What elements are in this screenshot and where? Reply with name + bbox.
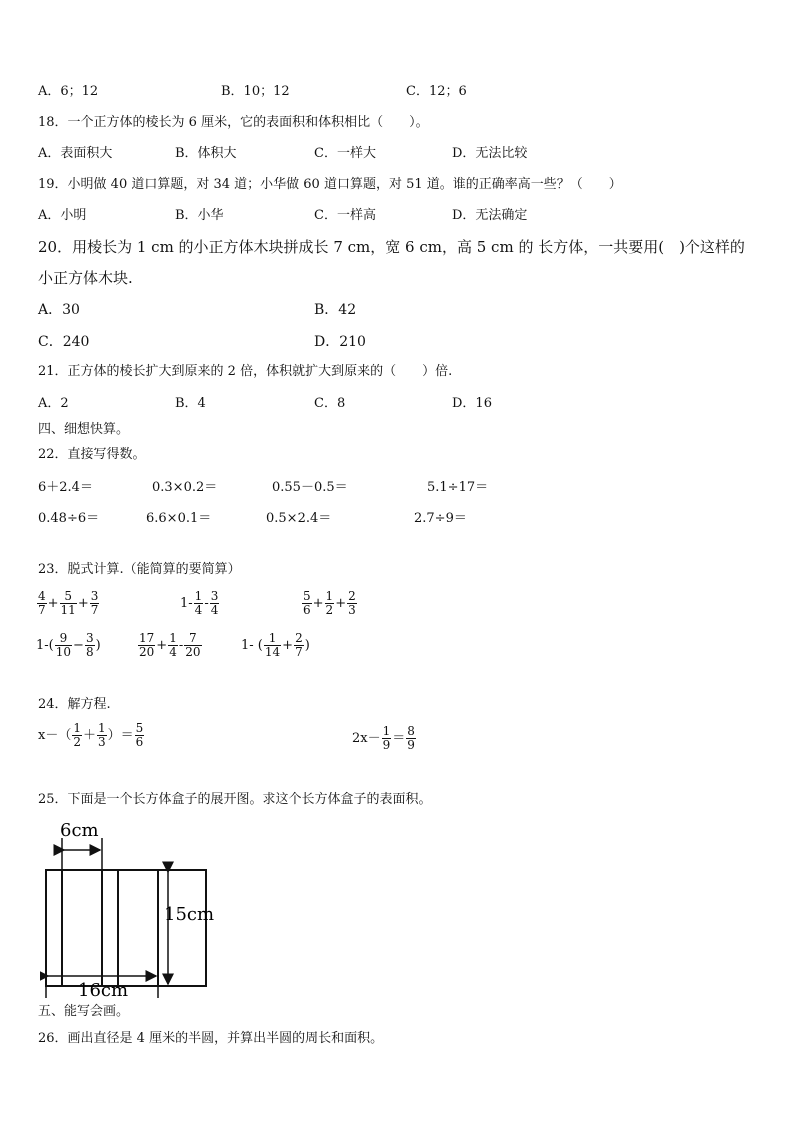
q24-equation-2: 2x－ $\frac{1}{9}$ ＝ $\frac{8}{9}$ [352, 724, 415, 752]
fraction: $\frac{7}{20}$ [185, 631, 201, 659]
q18-option-d: D．无法比较 [452, 146, 528, 161]
q22-item: 6.6×0.1＝ [146, 511, 212, 526]
fraction: $\frac{5}{6}$ [135, 721, 144, 749]
q18-option-a: A．表面积大 [38, 146, 113, 161]
fraction: $\frac{3}{7}$ [90, 589, 99, 617]
q20-stem-line1: 20．用棱长为 1 cm 的小正方体木块拼成长 7 cm，宽 6 cm，高 5 cm 的 长方体，一共要用( )个这样的 [38, 238, 745, 256]
q21-stem: 21．正方体的棱长扩大到原来的 2 倍，体积就扩大到原来的（ ）倍. [38, 364, 453, 379]
q20-option-d: D．210 [314, 334, 366, 350]
q25-stem: 25．下面是一个长方体盒子的展开图。求这个长方体盒子的表面积。 [38, 792, 432, 807]
q20-option-a: A．30 [38, 302, 80, 318]
section-4-heading: 四、细想快算。 [38, 422, 130, 437]
fraction: $\frac{1}{2}$ [325, 589, 334, 617]
q22-item: 0.48÷6＝ [38, 511, 100, 526]
fraction: $\frac{5}{11}$ [60, 589, 76, 617]
q20-option-c: C．240 [38, 334, 90, 350]
label-6cm: 6cm [60, 820, 99, 841]
net-outline [46, 870, 206, 986]
q22-item: 6＋2.4＝ [38, 480, 93, 495]
q17-option-a: A．6；12 [38, 84, 99, 99]
fraction: $\frac{5}{6}$ [303, 589, 311, 617]
fraction: $\frac{17}{20}$ [139, 631, 155, 659]
q23-expression-1: $\frac{4}{7}$ + $\frac{5}{11}$ + $\frac{3}{7}$ [38, 589, 99, 617]
q23-expression-6: 1- ( $\frac{1}{14}$ + $\frac{2}{7}$ ) [241, 631, 310, 659]
fraction: $\frac{3}{8}$ [85, 631, 94, 659]
q19-stem: 19．小明做 40 道口算题，对 34 道；小华做 60 道口算题，对 51 道。谁的正确率高一些？（ ） [38, 177, 622, 192]
q23-expression-3: $\frac{5}{6}$ + $\frac{1}{2}$ + $\frac{2}{3}$ [303, 589, 356, 617]
q17-option-c: C．12；6 [406, 84, 467, 99]
q20-option-b: B．42 [314, 302, 357, 318]
q19-option-b: B．小华 [175, 208, 224, 223]
fraction: $\frac{8}{9}$ [407, 724, 415, 752]
q23-expression-2: 1- $\frac{1}{4}$ - $\frac{3}{4}$ [180, 589, 219, 617]
fraction: $\frac{2}{7}$ [295, 631, 303, 659]
fraction: $\frac{9}{10}$ [55, 631, 72, 659]
fraction: $\frac{1}{9}$ [382, 724, 391, 752]
fraction: $\frac{1}{2}$ [73, 721, 81, 749]
q22-item: 0.5×2.4＝ [266, 511, 332, 526]
fraction: $\frac{1}{3}$ [98, 721, 106, 749]
q21-option-a: A．2 [38, 396, 69, 411]
q22-item: 0.3×0.2＝ [152, 480, 218, 495]
q22-item: 5.1÷17＝ [427, 480, 489, 495]
label-15cm: 15cm [164, 904, 215, 925]
q21-option-c: C．8 [314, 396, 346, 411]
q22-item: 2.7÷9＝ [414, 511, 467, 526]
box-net-diagram [40, 818, 240, 998]
fraction: $\frac{1}{4}$ [194, 589, 203, 617]
q23-expression-4: 1-( $\frac{9}{10}$ − $\frac{3}{8}$ ) [36, 631, 101, 659]
section-5-heading: 五、能写会画。 [38, 1004, 130, 1019]
q19-option-c: C．一样高 [314, 208, 376, 223]
q22-item: 0.55－0.5＝ [272, 480, 348, 495]
q24-equation-1: x－（ $\frac{1}{2}$ ＋ $\frac{1}{3}$ ）＝ $\frac{5}{6}$ [38, 721, 144, 749]
q18-stem: 18．一个正方体的棱长为 6 厘米，它的表面积和体积相比（ ）。 [38, 115, 429, 130]
fraction: $\frac{3}{4}$ [210, 589, 219, 617]
q24-stem: 24．解方程. [38, 697, 111, 712]
q23-expression-5: $\frac{17}{20}$ + $\frac{1}{4}$ - $\frac{7}{20}$ [139, 631, 201, 659]
label-16cm: 16cm [78, 980, 129, 998]
q18-option-b: B．体积大 [175, 146, 237, 161]
q21-option-d: D．16 [452, 396, 492, 411]
q22-stem: 22．直接写得数。 [38, 447, 146, 462]
q19-option-a: A．小明 [38, 208, 87, 223]
fraction: $\frac{4}{7}$ [38, 589, 46, 617]
fraction: $\frac{2}{3}$ [348, 589, 356, 617]
q18-option-c: C．一样大 [314, 146, 376, 161]
fraction: $\frac{1}{14}$ [264, 631, 281, 659]
q21-option-b: B．4 [175, 396, 206, 411]
q19-option-d: D．无法确定 [452, 208, 528, 223]
q23-stem: 23．脱式计算.（能简算的要简算） [38, 562, 241, 577]
q20-stem-line2: 小正方体木块. [38, 269, 133, 287]
q17-option-b: B．10；12 [221, 84, 290, 99]
q26-stem: 26．画出直径是 4 厘米的半圆，并算出半圆的周长和面积。 [38, 1031, 384, 1046]
fraction: $\frac{1}{4}$ [169, 631, 177, 659]
